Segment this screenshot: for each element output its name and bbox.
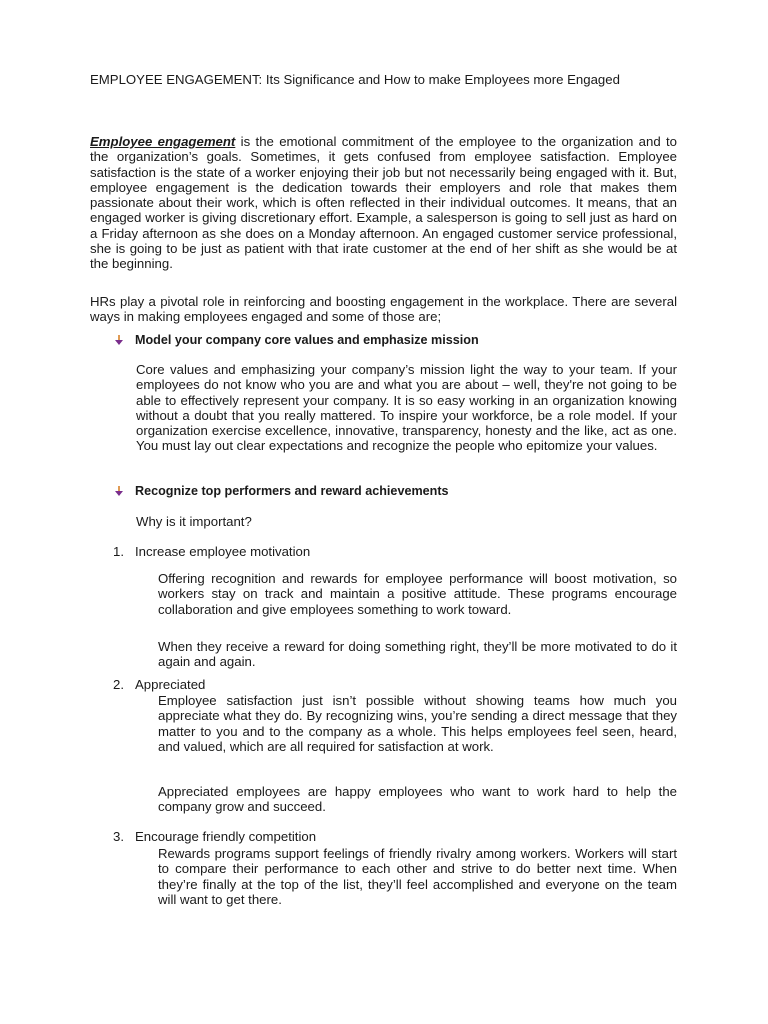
numbered-item-1 <box>113 544 673 560</box>
hr-paragraph: HRs play a pivotal role in reinforcing and boosting engagement in the workplace. There are several ways in making employees engaged and some of those are; <box>90 294 677 325</box>
intro-text: is the emotional commitment of the employee to the organization and to the organization’s goals. Sometimes, it gets confused from employee satisfaction. Employee satisfaction is the state of a worker enjoying their job but not necessarily being engaged with it. But, employee engagement is the dedication towards their employers and role that makes them passionate about their work, which is often reflected in their individual outcomes. It means, that an engaged worker is giving discretionary effort. Example, a salesperson is going to sell just as hard on a Friday afternoon as she does on a Monday afternoon. An engaged customer service professional, she is going to be just as patient with that irate customer at the end of her shift as she would be at the beginning. <box>90 134 677 272</box>
item-label: Appreciated <box>135 677 206 692</box>
arrow-bullet-icon <box>113 334 125 346</box>
document-title: EMPLOYEE ENGAGEMENT: Its Significance and How to make Employees more Engaged <box>90 72 620 87</box>
item-label: Increase employee motivation <box>135 544 311 559</box>
item-number: 2. <box>113 677 124 692</box>
item3-paragraph-1: Rewards programs support feelings of friendly rivalry among workers. Workers will start to compare their performance to each other and strive to do better next time. When they’re finally at the top of the list, they’ll feel accomplished and everyone on the team will want to get there. <box>158 846 677 907</box>
intro-lead-term: Employee engagement <box>90 134 236 149</box>
section1-bullet <box>113 332 693 348</box>
section1-heading: Model your company core values and emphasize mission <box>135 333 479 347</box>
arrow-bullet-icon <box>113 485 125 497</box>
item2-paragraph-1: Employee satisfaction just isn’t possible without showing teams how much you appreciate what they do. By recognizing wins, you’re sending a direct message that they matter to you and to the company as a whole. This helps employees feel seen, heard, and valued, which are all required for satisfaction at work. <box>158 693 677 754</box>
section1-body: Core values and emphasizing your company’s mission light the way to your team. If your employees do not know who you are and what you are about – well, they're not going to be able to effectively represent your company. It is so easy working in an organization knowing without a doubt that you really mattered. To inspire your workforce, be a role model. If your organization exercise excellence, innovative, transparency, honesty and the like, act as one. You must lay out clear expectations and recognize the people who epitomize your values. <box>136 362 677 454</box>
item2-paragraph-2: Appreciated employees are happy employees who want to work hard to help the company grow and succeed. <box>158 784 677 815</box>
section2-heading: Recognize top performers and reward achievements <box>135 484 449 498</box>
numbered-item-2 <box>113 677 673 693</box>
numbered-item-3 <box>113 829 673 845</box>
intro-paragraph <box>90 134 677 272</box>
item-number: 1. <box>113 544 124 559</box>
item-number: 3. <box>113 829 124 844</box>
section2-bullet <box>113 483 693 499</box>
item1-paragraph-2: When they receive a reward for doing something right, they’ll be more motivated to do it again and again. <box>158 639 677 670</box>
item-label: Encourage friendly competition <box>135 829 317 844</box>
section2-question: Why is it important? <box>136 514 252 529</box>
item1-paragraph-1: Offering recognition and rewards for employee performance will boost motivation, so workers stay on track and maintain a positive attitude. These programs encourage collaboration and give employees something to work toward. <box>158 571 677 617</box>
